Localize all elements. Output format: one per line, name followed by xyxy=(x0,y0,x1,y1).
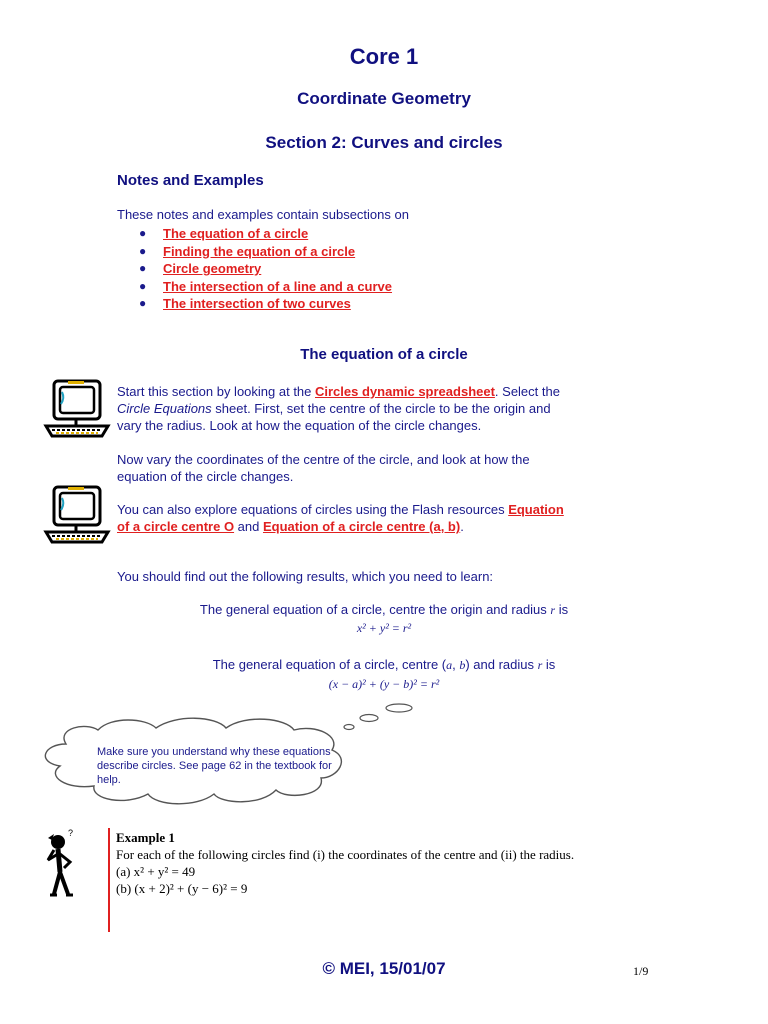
topic-item xyxy=(117,225,392,243)
result-text: , xyxy=(452,657,460,672)
section-heading: The equation of a circle xyxy=(300,346,468,363)
svg-text:?: ? xyxy=(68,828,74,838)
topic-link-line-curve[interactable]: The intersection of a line and a curve xyxy=(163,278,393,294)
paragraph-text: . Select the xyxy=(494,384,560,399)
computer-icon xyxy=(42,378,112,440)
paragraph-text: vary the radius. Look at how the equation of the circle changes. xyxy=(117,418,482,433)
result-2-text xyxy=(0,657,768,673)
radius-var: r xyxy=(537,658,543,672)
paragraph-text: Start this section by looking at the xyxy=(117,384,315,399)
result-text: is xyxy=(555,602,569,617)
flash-link-origin[interactable]: Equation xyxy=(508,502,564,517)
result-1-text xyxy=(0,602,768,618)
computer-icon xyxy=(42,484,112,546)
topics-list xyxy=(117,225,392,313)
paragraph-text: sheet. First, set the centre of the circle to be the origin and xyxy=(211,401,551,416)
center-b-var: b xyxy=(459,658,466,672)
paragraph-text: Now vary the coordinates of the centre of the circle, and look at how the xyxy=(117,452,530,467)
document-subtitle: Coordinate Geometry xyxy=(297,89,471,108)
example-part-b: (b) (x + 2)² + (y − 6)² = 9 xyxy=(116,881,248,896)
topic-link-equation[interactable]: The equation of a circle xyxy=(163,226,309,241)
bullet-icon: ● xyxy=(139,226,147,240)
paragraph-text: and xyxy=(234,519,263,534)
paragraph-text: equation of the circle changes. xyxy=(117,469,294,484)
center-a-var: a xyxy=(446,658,453,672)
topic-item xyxy=(117,295,392,313)
example-part-a: (a) x² + y² = 49 xyxy=(116,864,196,879)
example-question: For each of the following circles find (i) the coordinates of the centre and (ii) the radius. xyxy=(116,847,575,862)
result-text: is xyxy=(542,657,556,672)
radius-var: r xyxy=(550,603,556,617)
thinking-person-icon xyxy=(40,828,90,900)
paragraph-text: . xyxy=(460,519,464,534)
flash-link-ab[interactable]: Equation of a circle centre (a, b) xyxy=(262,519,461,534)
formula-origin: x² + y² = r² xyxy=(356,621,412,635)
cloud-note: Make sure you understand why these equations describe circles. See page 62 in the textbook for help. xyxy=(97,746,332,786)
sheet-name: Circle Equations xyxy=(117,401,212,416)
result-text: The general equation of a circle, centre ( xyxy=(212,657,447,672)
results-intro: You should find out the following results, which you need to learn: xyxy=(117,569,494,584)
topic-link-geometry[interactable]: Circle geometry xyxy=(163,261,262,276)
bullet-icon: ● xyxy=(139,243,147,258)
flash-paragraph xyxy=(117,501,662,535)
bullet-icon: ● xyxy=(139,278,147,293)
intro-paragraph xyxy=(117,383,657,434)
topic-item xyxy=(117,260,392,278)
example-1 xyxy=(116,829,636,897)
spreadsheet-link[interactable]: Circles dynamic spreadsheet xyxy=(315,384,495,399)
document-title: Core 1 xyxy=(349,44,419,69)
copyright-footer: © MEI, 15/01/07 xyxy=(322,959,446,978)
example-title: Example 1 xyxy=(116,830,175,845)
flash-link-origin-cont[interactable]: of a circle centre O xyxy=(117,519,235,534)
section-title: Section 2: Curves and circles xyxy=(265,133,503,152)
page-number: 1/9 xyxy=(633,964,649,978)
topic-item xyxy=(117,243,392,261)
topic-link-two-curves[interactable]: The intersection of two curves xyxy=(163,296,351,311)
result-text: ) and radius xyxy=(465,657,538,672)
topic-link-finding[interactable]: Finding the equation of a circle xyxy=(163,243,356,259)
example-bar xyxy=(108,828,110,932)
topic-item xyxy=(117,278,392,296)
bullet-icon: ● xyxy=(139,296,147,310)
vary-paragraph xyxy=(117,451,657,485)
result-text: The general equation of a circle, centre the origin and radius xyxy=(199,602,551,617)
notes-intro: These notes and examples contain subsections on xyxy=(117,207,409,222)
notes-title: Notes and Examples xyxy=(117,172,264,189)
paragraph-text: You can also explore equations of circles using the Flash resources xyxy=(117,502,509,517)
formula-general: (x − a)² + (y − b)² = r² xyxy=(328,677,440,691)
bullet-icon: ● xyxy=(139,261,147,275)
